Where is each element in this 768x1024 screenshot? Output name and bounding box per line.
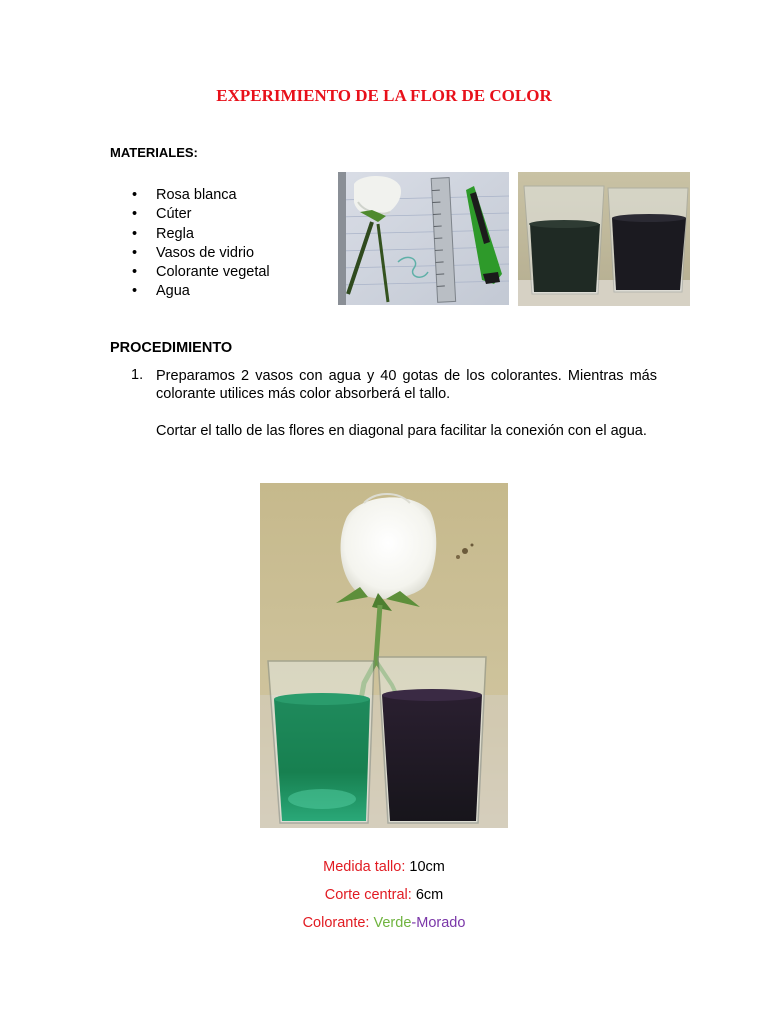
medida-label: Medida tallo: [323, 859, 406, 875]
materials-photo [338, 172, 509, 305]
corte-label: Corte central: [324, 887, 412, 903]
corte-value: 6cm [415, 887, 444, 903]
materials-list [110, 186, 270, 302]
list-item: • Colorante vegetal [110, 263, 270, 282]
caption-corte [0, 887, 768, 903]
materials-photo-svg [338, 172, 509, 305]
experiment-photo-svg [260, 483, 508, 828]
step-paragraph-1: Preparamos 2 vasos con agua y 40 gotas de los colorantes. Mientras más colorante utilices más color absorberá el tallo. [156, 368, 657, 402]
colorante-separator: - [411, 915, 417, 931]
step-paragraph-2: Cortar el tallo de las flores en diagonal para facilitar la conexión con el agua. [156, 423, 647, 439]
list-item: • Cúter [110, 205, 270, 224]
step-number: 1. [131, 367, 144, 383]
caption-medida [0, 859, 768, 875]
colorante-verde: Verde [373, 915, 412, 931]
colorante-morado: Morado [416, 915, 466, 931]
colorante-label: Colorante: [302, 915, 370, 931]
medida-value: 10cm [409, 859, 445, 875]
list-item: • Vasos de vidrio [110, 244, 270, 263]
procedimiento-heading: PROCEDIMIENTO [110, 340, 233, 356]
glasses-photo-svg [518, 172, 690, 306]
glasses-photo [518, 172, 690, 306]
caption-colorante [0, 915, 768, 931]
experiment-photo [260, 483, 508, 828]
materiales-heading: MATERIALES: [110, 145, 198, 160]
list-item: • Regla [110, 225, 270, 244]
list-item: • Rosa blanca [110, 186, 270, 205]
list-item: • Agua [110, 282, 270, 301]
document-title: EXPERIMIENTO DE LA FLOR DE COLOR [216, 86, 552, 105]
